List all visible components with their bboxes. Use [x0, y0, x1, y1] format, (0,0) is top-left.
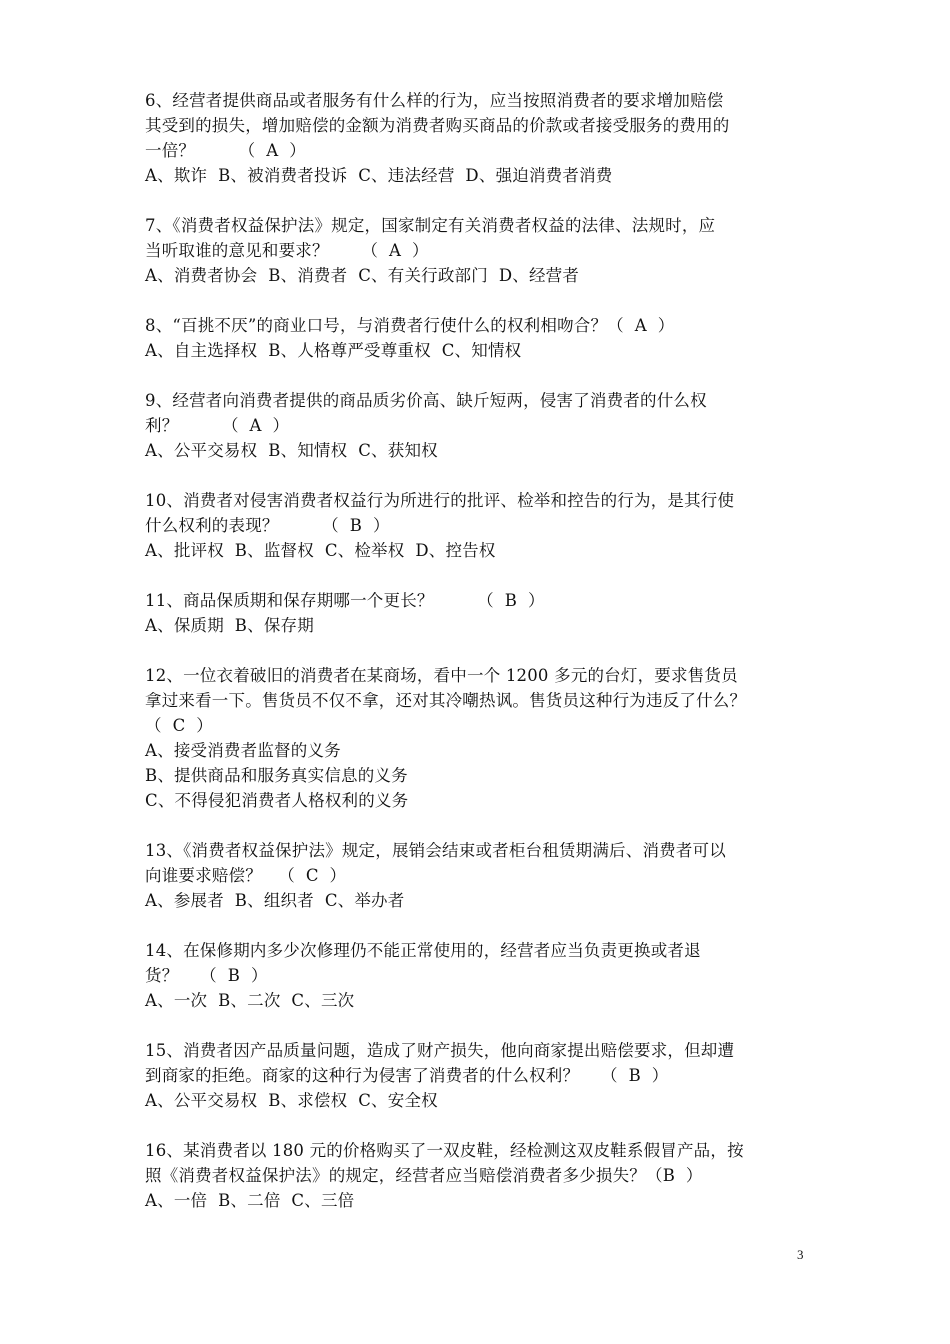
question-14 [145, 938, 810, 1013]
question-line: 7、《消费者权益保护法》规定，国家制定有关消费者权益的法律、法规时，应 [145, 216, 716, 235]
question-line: 利？ （ A ） [145, 416, 290, 435]
question-line: 什么权利的表现？ （ B ） [145, 516, 390, 535]
answer-option: C、不得侵犯消费者人格权利的义务 [145, 791, 409, 810]
answer-option: B、提供商品和服务真实信息的义务 [145, 766, 408, 785]
question-line: （ C ） [145, 716, 214, 735]
answer-option: A、接受消费者监督的义务 [145, 741, 341, 760]
question-line: 到商家的拒绝。商家的这种行为侵害了消费者的什么权利？ （ B ） [145, 1066, 669, 1085]
answer-options: A、公平交易权 B、求偿权 C、安全权 [145, 1091, 438, 1110]
question-line: 照《消费者权益保护法》的规定，经营者应当赔偿消费者多少损失？（B ） [145, 1166, 703, 1185]
answer-options: A、欺诈 B、被消费者投诉 C、违法经营 D、强迫消费者消费 [145, 166, 613, 185]
question-7 [145, 213, 810, 288]
question-line: 当听取谁的意见和要求？ （ A ） [145, 241, 429, 260]
question-12 [145, 663, 810, 813]
page-number: 3 [797, 1247, 804, 1262]
answer-options: A、保质期 B、保存期 [145, 616, 314, 635]
question-line: 16、某消费者以 180 元的价格购买了一双皮鞋，经检测这双皮鞋系假冒产品，按 [145, 1141, 744, 1160]
question-line: 向谁要求赔偿？ （ C ） [145, 866, 347, 885]
question-16 [145, 1138, 810, 1213]
question-line: 12、一位衣着破旧的消费者在某商场，看中一个 1200 多元的台灯，要求售货员 [145, 666, 738, 685]
question-line: 拿过来看一下。售货员不仅不拿，还对其冷嘲热讽。售货员这种行为违反了什么？ [145, 691, 747, 710]
answer-options: A、一倍 B、二倍 C、三倍 [145, 1191, 355, 1210]
question-line: 其受到的损失，增加赔偿的金额为消费者购买商品的价款或者接受服务的费用的 [145, 116, 730, 135]
answer-options: A、一次 B、二次 C、三次 [145, 991, 355, 1010]
question-line: 14、在保修期内多少次修理仍不能正常使用的，经营者应当负责更换或者退 [145, 941, 701, 960]
answer-options: A、自主选择权 B、人格尊严受尊重权 C、知情权 [145, 341, 522, 360]
question-line: 11、商品保质期和保存期哪一个更长？ （ B ） [145, 591, 545, 610]
question-9 [145, 388, 810, 463]
question-line: 13、《消费者权益保护法》规定，展销会结束或者柜台租赁期满后、消费者可以 [145, 841, 726, 860]
answer-options: A、批评权 B、监督权 C、检举权 D、控告权 [145, 541, 496, 560]
question-line: 10、消费者对侵害消费者权益行为所进行的批评、检举和控告的行为，是其行使 [145, 491, 735, 510]
answer-options: A、消费者协会 B、消费者 C、有关行政部门 D、经营者 [145, 266, 580, 285]
question-line: 货？ （ B ） [145, 966, 268, 985]
question-line: 一倍？ （ A ） [145, 141, 306, 160]
answer-options: A、公平交易权 B、知情权 C、获知权 [145, 441, 438, 460]
question-8 [145, 313, 810, 363]
question-15 [145, 1038, 810, 1113]
question-line: 9、经营者向消费者提供的商品质劣价高、缺斤短两，侵害了消费者的什么权 [145, 391, 707, 410]
question-13 [145, 838, 810, 913]
document-page [145, 88, 810, 1238]
question-6 [145, 88, 810, 188]
question-10 [145, 488, 810, 563]
answer-options: A、参展者 B、组织者 C、举办者 [145, 891, 405, 910]
question-line: 15、消费者因产品质量问题，造成了财产损失，他向商家提出赔偿要求，但却遭 [145, 1041, 735, 1060]
question-line: 8、“百挑不厌”的商业口号，与消费者行使什么的权利相吻合？（ A ） [145, 316, 675, 335]
question-line: 6、经营者提供商品或者服务有什么样的行为，应当按照消费者的要求增加赔偿 [145, 91, 724, 110]
question-11 [145, 588, 810, 638]
